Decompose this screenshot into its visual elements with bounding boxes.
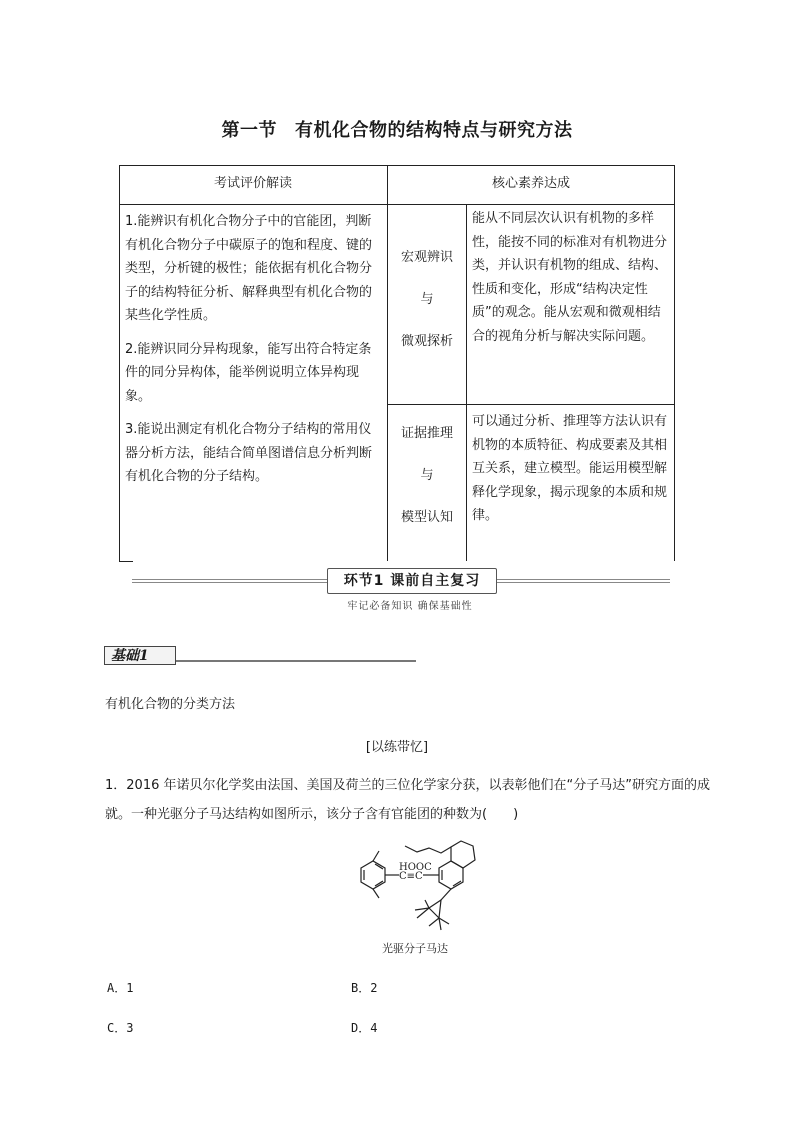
- page-title: [0, 116, 794, 142]
- table-top-border: [119, 165, 675, 166]
- table-right-border: [674, 165, 675, 561]
- table-bottom-tick: [119, 561, 133, 562]
- option-d[interactable]: D．4: [351, 1021, 378, 1035]
- section-name: 有机化合物的结构特点与研究方法: [295, 120, 573, 141]
- foundation-tag: 基础1: [104, 646, 176, 665]
- table-concept-border: [466, 204, 467, 561]
- option-a[interactable]: A．1: [107, 981, 134, 995]
- butyl-chain: [405, 846, 451, 853]
- figure-caption: 光驱分子马达: [382, 942, 448, 955]
- foundation-tag-rule: [176, 660, 416, 662]
- exam-objectives: [125, 210, 381, 489]
- concept-line: 与: [420, 468, 434, 483]
- table-header-border: [119, 204, 675, 205]
- objective-item: 1.能辨识有机化合物分子中的官能团，判断有机化合物分子中碳原子的饱和程度、键的类型，分析键的极性；能依据有机化合物分子的结构特征分析、解释典型有机化合物的某些化学性质。: [125, 214, 373, 323]
- molecular-motor-structure: [345, 838, 485, 940]
- methyl-top: [373, 851, 379, 861]
- concept-line: 证据推理: [400, 426, 453, 441]
- banner-rule: [132, 579, 327, 580]
- methyl-branch: [439, 918, 441, 930]
- left-benzene-ring: [361, 861, 385, 889]
- table-row-divider: [387, 404, 675, 405]
- banner-title: 环节1 课前自主复习: [327, 568, 497, 594]
- option-b[interactable]: B．2: [351, 981, 378, 995]
- option-c[interactable]: C．3: [107, 1021, 134, 1035]
- concept-line: 与: [420, 292, 434, 307]
- methyl-bottom: [373, 889, 379, 898]
- lower-ring: [429, 900, 441, 918]
- banner-rule: [132, 582, 327, 583]
- methyl-branch: [429, 918, 439, 926]
- concept-line: 模型认知: [400, 510, 453, 525]
- bond-to-quaternary: [441, 889, 451, 900]
- question-text: 1．2016 年诺贝尔化学奖由法国、美国及荷兰的三位化学家分获，以表彰他们在“分子马达”研究方面的成就。一种光驱分子马达结构如图所示，该分子含有官能团的种数为( ): [105, 778, 710, 822]
- banner-rule: [490, 579, 670, 580]
- concept-line: 微观探析: [400, 334, 453, 349]
- carboxyl-label: HOOC: [399, 862, 432, 873]
- section-number: 第一节: [221, 120, 277, 141]
- concept-line: 宏观辨识: [400, 250, 453, 265]
- table-header-right: 核心素养达成: [491, 176, 570, 191]
- table-header-left: 考试评价解读: [213, 176, 292, 191]
- objective-item: 3.能说出测定有机化合物分子结构的常用仪器分析方法，能结合简单图谱信息分析判断有机化合物的分子结构。: [125, 422, 373, 484]
- objective-item: 2.能辨识同分异构现象，能写出符合特定条件的同分异构体，能举例说明立体异构现象。: [125, 341, 372, 404]
- methyl-branch: [425, 900, 429, 908]
- alkyne-label: C≡C: [399, 871, 423, 882]
- right-aromatic-ring: [439, 861, 463, 889]
- concept-evidence-model: [388, 413, 466, 539]
- practice-label: [以练带忆]: [365, 740, 429, 755]
- banner-rule: [490, 582, 670, 583]
- fused-ring: [451, 841, 475, 868]
- literacy-text-1: 能从不同层次认识有机物的多样性，能按不同的标准对有机物进分类，并认识有机物的组成、结构、性质和变化，形成“结构决定性质”的观念。能从宏观和微观相结合的视角分析与解决实际问题。: [472, 211, 668, 344]
- methyl-branch: [439, 918, 449, 924]
- concept-macro-micro: [388, 237, 466, 363]
- literacy-text-2: 可以通过分析、推理等方法认识有机物的本质特征、构成要素及其相互关系，建立模型。能运用模型解释化学现象，揭示现象的本质和规律。: [472, 414, 668, 523]
- topic-heading: 有机化合物的分类方法: [105, 697, 236, 712]
- table-left-border: [119, 165, 120, 561]
- banner-subtitle: 牢记必备知识 确保基础性: [347, 601, 473, 612]
